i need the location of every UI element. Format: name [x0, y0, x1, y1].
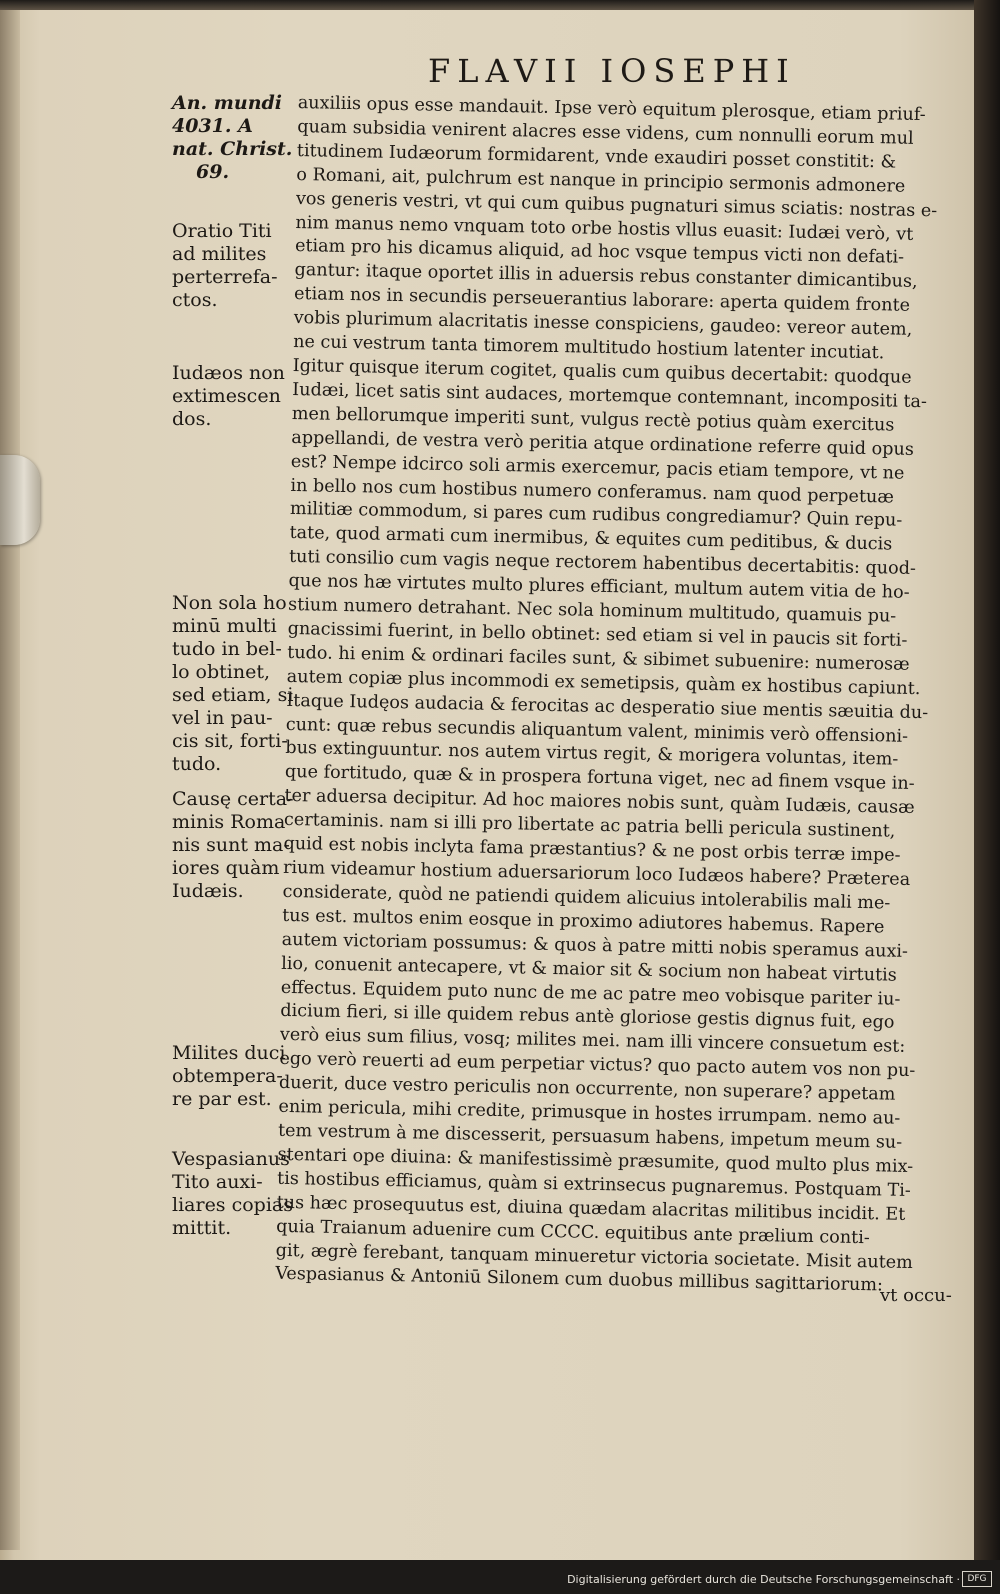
- funding-credit: Digitalisierung gefördert durch die Deutsche Forschungsgemeinschaft ·: [567, 1573, 960, 1586]
- text-line: est? Nempe idcirco soli armis exercemur, pacis etiam tempore, vt ne: [290, 451, 905, 484]
- note-line: nat. Christ.: [172, 138, 293, 160]
- text-line: tis hostibus efficiamus, quàm si extrinsecus pugnaremus. Postquam Ti-: [276, 1168, 911, 1201]
- text-line: Itaque Iudęos audacia & ferocitas ac desperatio siue mentis sæuitia du-: [286, 690, 929, 723]
- note-line: 4031. A: [172, 115, 253, 137]
- note-line: Vespasianus: [172, 1148, 290, 1170]
- note-line: An. mundi: [172, 92, 283, 114]
- note-line: perterrefa-: [172, 266, 278, 288]
- note-line: vel in pau-: [172, 707, 273, 729]
- text-line: ego verò reuerti ad eum perpetiar victus? quo pacto autem vos non pu-: [279, 1049, 916, 1082]
- text-line: vos generis vestri, vt qui cum quibus pugnaturi simus sciatis: nostras e-: [295, 188, 938, 221]
- text-line: ter aduersa decipitur. Ad hoc maiores nobis sunt, quàm Iudæis, causæ: [284, 786, 915, 819]
- text-line: tudo. hi enim & ordinari faciles sunt, & sibimet subuenire: numerosæ: [287, 642, 910, 675]
- text-line: duerit, duce vestro periculis non occurrente, non superare? appetam: [278, 1072, 896, 1105]
- note-line: mittit.: [172, 1217, 232, 1239]
- note-line: Milites duci: [172, 1042, 286, 1064]
- marginal-note-causae: [172, 788, 300, 903]
- text-line: bus extinguuntur. nos autem virtus regit, & morigera voluntas, item-: [285, 738, 899, 771]
- text-line: gantur: itaque oportet illis in aduersis rebus constanter dimicantibus,: [294, 260, 918, 293]
- text-line: etiam nos in secundis perseuerantius laborare: aperta quidem fronte: [293, 284, 911, 317]
- text-line: rium videamur hostium aduersariorum loco Iudæos habere? Præterea: [282, 857, 911, 890]
- text-line: nim manus nemo vnquam toto orbe hostis vllus euasit: Iudæi verò, vt: [295, 212, 914, 245]
- note-line: dos.: [172, 408, 212, 430]
- note-line: ctos.: [172, 289, 218, 311]
- text-line: git, ægrè ferebant, tanquam minueretur victoria societate. Misit autem: [275, 1240, 914, 1273]
- marginal-note-iudaeos: [172, 362, 300, 431]
- note-line: Iudæis.: [172, 880, 244, 902]
- note-line: sed etiam, si: [172, 684, 294, 706]
- text-line: etiam pro his dicamus aliquid, ad hoc vsque tempus victi non defati-: [294, 236, 905, 269]
- catchword: vt occu-: [880, 1285, 952, 1306]
- text-line: quid est nobis inclyta fama præstantius? & ne post orbis terræ impe-: [283, 833, 901, 866]
- note-line: lo obtinet,: [172, 661, 271, 683]
- text-line: men bellorumque imperiti sunt, vulgus rectè potius quàm exercitus: [291, 403, 895, 436]
- text-line: effectus. Equidem puto nunc de me ac patre meo vobisque pariter iu-: [280, 977, 901, 1010]
- text-line: in bello nos cum hostibus numero conferamus. nam quod perpetuæ: [290, 475, 895, 508]
- note-line: minis Roma: [172, 811, 286, 833]
- note-line: ad milites: [172, 243, 267, 265]
- text-line: lio, conuenit antecapere, vt & maior sit & socium non habeat virtutis: [281, 953, 897, 986]
- note-line: tudo in bel-: [172, 638, 282, 660]
- page-right-edge: [974, 0, 1000, 1560]
- marginal-note-oratio: [172, 220, 300, 312]
- text-line: que nos hæ virtutes multo plures efficiant, multum autem vitia de ho-: [288, 571, 910, 603]
- text-line: vobis plurimum alacritatis inesse conspiciens, gaudeo: vereor autem,: [293, 308, 913, 340]
- page-clip: [0, 455, 40, 545]
- text-line: autem copiæ plus incommodi ex semetipsis, quàm ex hostibus capiunt.: [286, 666, 921, 699]
- text-line: ne cui vestrum tanta timorem multitudo hostium latenter incutiat.: [293, 332, 885, 364]
- note-line: extimescen: [172, 385, 281, 407]
- note-line: Iudæos non: [172, 362, 285, 384]
- text-line: considerate, quòd ne patiendi quidem alicuius intolerabilis mali me-: [282, 881, 891, 914]
- text-line: o Romani, ait, pulchrum est nanque in principio sermonis admonere: [296, 164, 906, 197]
- text-line: Vespasianus & Antoniū Silonem cum duobus millibus sagittariorum:: [275, 1264, 884, 1296]
- text-line: enim pericula, mihi credite, primusque in hostes irrumpam. nemo au-: [278, 1096, 901, 1129]
- note-line: re par est.: [172, 1088, 272, 1110]
- text-line: verò eius sum filius, vosq; milites mei. nam illi vincere consuetum est:: [279, 1025, 906, 1058]
- text-line: tus est. multos enim eosque in proximo adiutores habemus. Rapere: [281, 905, 885, 938]
- marginal-note-date: [172, 92, 300, 184]
- note-line: 69.: [196, 161, 230, 183]
- page-top-edge: [0, 0, 1000, 10]
- text-line: autem victoriam possumus: & quos à patre mitti nobis speramus auxi-: [281, 929, 909, 962]
- marginal-note-fortitudo: [172, 592, 300, 776]
- text-line: Iudæi, licet satis sint audaces, mortemque contemnant, incompositi ta-: [292, 379, 928, 413]
- text-line: tem vestrum à me discesserit, persuasum habens, impetum meum su-: [277, 1120, 903, 1153]
- text-line: stentari ope diuina: & manifestissimè præsumite, quod multo plus mix-: [277, 1144, 914, 1177]
- note-line: tudo.: [172, 753, 222, 775]
- text-line: titudinem Iudæorum formidarent, vnde exaudiri posset constitit: &: [296, 140, 897, 173]
- text-line: auxiliis opus esse mandauit. Ipse verò equitum plerosque, etiam priuf-: [297, 92, 926, 126]
- note-line: Tito auxi-: [172, 1171, 263, 1193]
- text-line: dicium fieri, si ille quidem rebus antè gloriose gestis dignus fuit, ego: [280, 1001, 895, 1034]
- note-line: liares copias: [172, 1194, 293, 1216]
- text-line: appellandi, de vestra verò peritia atque ordinatione referre quid opus: [291, 427, 915, 460]
- note-line: iores quàm: [172, 857, 280, 879]
- running-title: FLAVII IOSEPHI: [428, 52, 796, 90]
- text-line: certaminis. nam si illi pro libertate ac patria belli pericula sustinent,: [283, 810, 896, 842]
- note-line: minū multi: [172, 615, 277, 637]
- note-line: cis sit, forti-: [172, 730, 288, 752]
- text-line: stium numero detrahant. Nec sola hominum multitudo, quamuis pu-: [287, 594, 897, 627]
- note-line: Causę certa-: [172, 788, 294, 810]
- text-line: cunt: quæ rebus secundis aliquantum valent, minimis verò offensioni-: [285, 714, 909, 747]
- text-line: quam subsidia venirent alacres esse videns, cum nonnulli eorum mul: [297, 116, 914, 149]
- text-line: gnacissimi fuerint, in bello obtinet: sed etiam si vel in paucis sit forti-: [287, 618, 908, 651]
- dfg-logo: DFG: [962, 1571, 992, 1587]
- note-line: obtempera-: [172, 1065, 283, 1087]
- text-line: tus hæc prosequutus est, diuina quædam alacritas militibus incidit. Et: [276, 1192, 906, 1225]
- main-text-block: [275, 92, 966, 1300]
- text-line: quia Traianum aduenire cum CCCC. equitibus ante prælium conti-: [276, 1216, 870, 1248]
- book-spine: [0, 10, 20, 1550]
- text-line: tuti consilio cum vagis neque rectorem habentibus decertabitis: quod-: [288, 547, 917, 580]
- text-line: tate, quod armati cum inermibus, & equites cum peditibus, & ducis: [289, 523, 893, 555]
- text-line: Igitur quisque iterum cogitet, qualis cum quibus decertabit: quodque: [292, 355, 912, 388]
- note-line: nis sunt ma-: [172, 834, 290, 856]
- text-line: militiæ commodum, si pares cum rudibus congrediamur? Quin repu-: [289, 499, 903, 532]
- note-line: Oratio Titi: [172, 220, 272, 242]
- note-line: Non sola ho: [172, 592, 287, 614]
- text-line: que fortitudo, quæ & in prospera fortuna viget, nec ad finem vsque in-: [284, 762, 915, 795]
